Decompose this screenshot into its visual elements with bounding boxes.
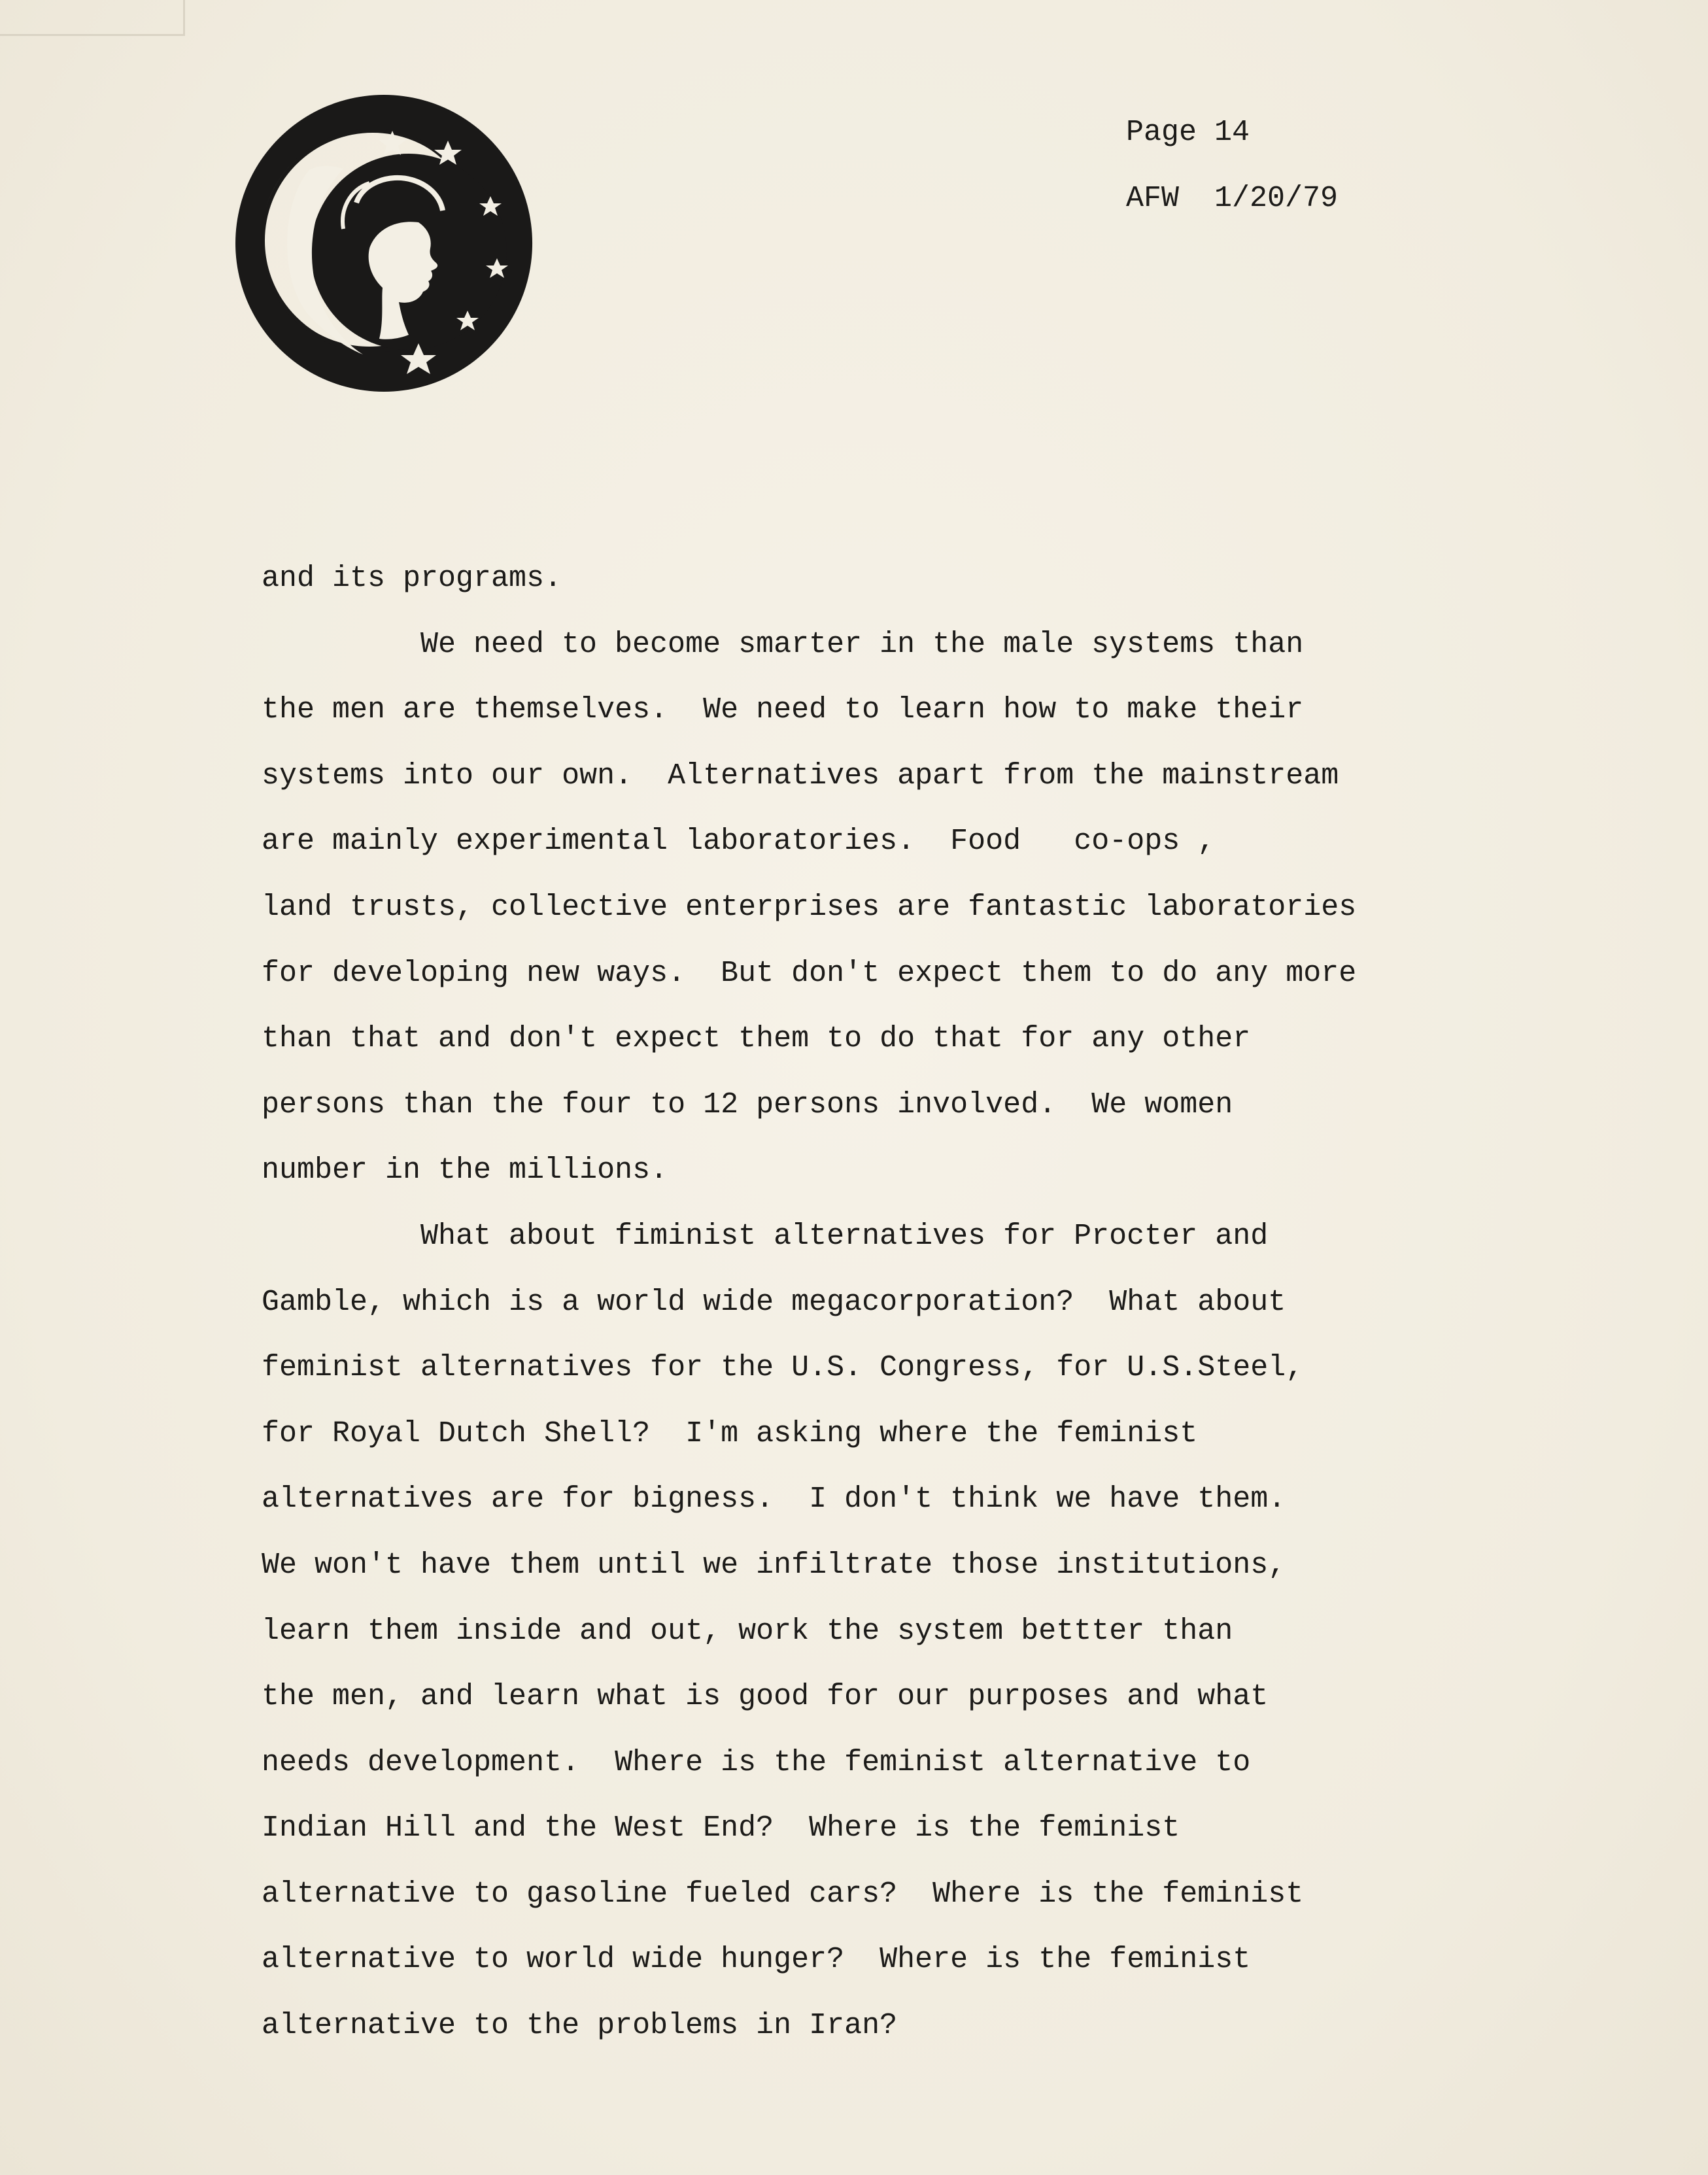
text-line: for Royal Dutch Shell? I'm asking where the feminist — [262, 1416, 1198, 1450]
text-line: alternative to gasoline fueled cars? Where is the feminist — [262, 1877, 1304, 1911]
corner-mark — [0, 0, 185, 36]
text-line: alternative to the problems in Iran? — [262, 2009, 898, 2043]
text-line: the men, and learn what is good for our purposes and what — [262, 1680, 1269, 1714]
text-line: persons than the four to 12 persons involved. We women — [262, 1088, 1233, 1122]
text-line: We need to become smarter in the male systems than — [420, 627, 1304, 661]
text-line: alternatives are for bigness. I don't think we have them. — [262, 1482, 1286, 1516]
page-number: Page 14 — [1126, 116, 1250, 149]
document-reference: AFW 1/20/79 — [1126, 181, 1339, 215]
body-text — [262, 546, 1569, 2059]
moon-woman-stars-logo-icon — [232, 92, 536, 396]
text-line: Indian Hill and the West End? Where is the feminist — [262, 1811, 1180, 1845]
text-line: We won't have them until we infiltrate those institutions, — [262, 1548, 1286, 1582]
text-line: systems into our own. Alternatives apart from the mainstream — [262, 759, 1339, 793]
text-line: needs development. Where is the feminist alternative to — [262, 1745, 1251, 1779]
text-line: than that and don't expect them to do that for any other — [262, 1022, 1251, 1056]
text-line: number in the millions. — [262, 1154, 668, 1188]
text-line: learn them inside and out, work the system bettter than — [262, 1614, 1233, 1648]
page-header — [1126, 101, 1338, 233]
text-line: alternative to world wide hunger? Where is the feminist — [262, 1943, 1251, 1977]
text-line: What about fiminist alternatives for Procter and — [420, 1219, 1269, 1253]
text-line: the men are themselves. We need to learn how to make their — [262, 693, 1304, 727]
text-line: feminist alternatives for the U.S. Congress, for U.S.Steel, — [262, 1351, 1304, 1385]
text-line: land trusts, collective enterprises are fantastic laboratories — [262, 890, 1357, 924]
text-line: and its programs. — [262, 562, 562, 595]
text-line: for developing new ways. But don't expect them to do any more — [262, 956, 1357, 990]
text-line: are mainly experimental laboratories. Food co-ops , — [262, 825, 1216, 859]
text-line: Gamble, which is a world wide megacorporation? What about — [262, 1285, 1286, 1319]
